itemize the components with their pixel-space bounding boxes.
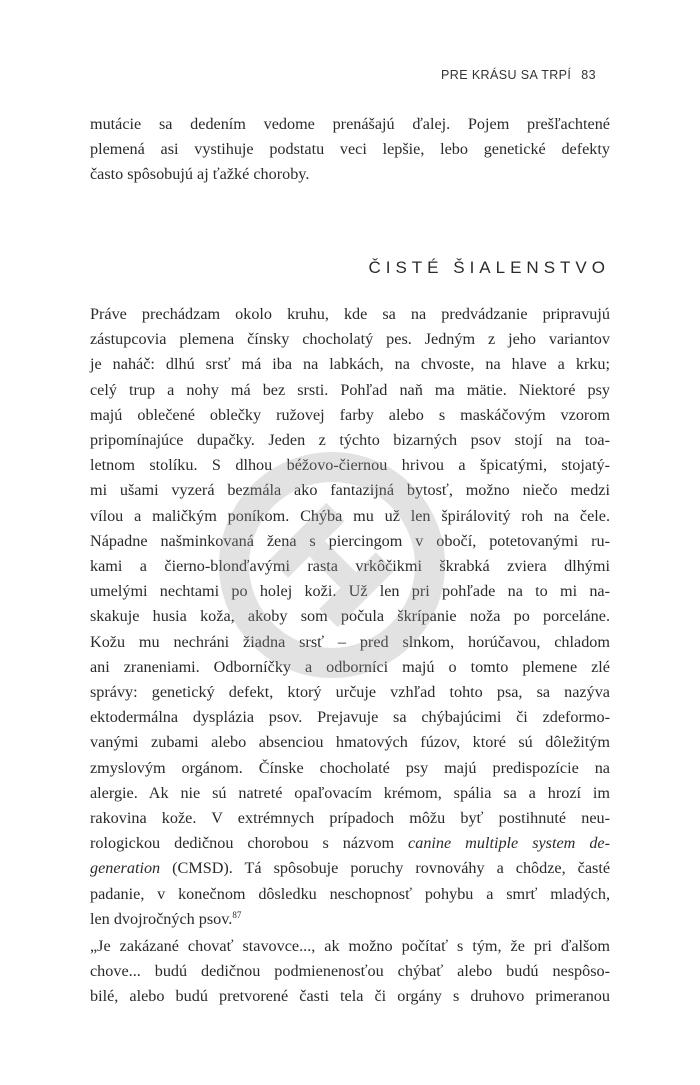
- text-line: skakuje husia koža, akoby som počula škrípanie noža po porceláne.: [90, 607, 610, 626]
- page-number: 83: [581, 68, 596, 82]
- text-line: bilé, alebo budú pretvorené časti tela či orgány s druhovo primeranou: [90, 987, 610, 1006]
- text-line-rest: (CMSD). Tá spôsobuje poruchy rovnováhy a chôdze, časté: [160, 859, 610, 878]
- text-line: alergie. Ak nie sú natreté opaľovacím krémom, spália sa a hrozí im: [90, 783, 610, 802]
- italic-term: generation: [90, 859, 161, 878]
- text-line: „Je zakázané chovať stavovce..., ak možno počítať s tým, že pri ďalšom: [90, 937, 610, 955]
- text-line: Nápadne našminkovaná žena s piercingom v obočí, potetovanými ru-: [90, 531, 610, 550]
- text-line: chove... budú dedičnou podmienenosťou chýbať alebo budú nespôso-: [90, 962, 610, 981]
- italic-term: canine multiple system de-: [408, 834, 611, 853]
- text-line: vílou a maličkým poníkom. Chýba mu už len špirálovitý roh na čele.: [90, 506, 610, 525]
- text-line: mutácie sa dedením vedome prenášajú ďalej. Pojem prešľachtené: [90, 115, 610, 133]
- text-line-end: len dvojročných psov.: [90, 909, 233, 928]
- text-line: Práve prechádzam okolo kruhu, kde sa na predvádzanie pripravujú: [90, 305, 610, 323]
- text-line: ektodermálna dysplázia psov. Prejavuje sa chýbajúcimi či zdeformo-: [90, 708, 610, 727]
- text-line: často spôsobujú aj ťažké choroby.: [90, 165, 310, 184]
- text-line: zástupcovia plemena čínsky chocholatý pes. Jedným z jeho variantov: [90, 330, 610, 349]
- footnote-ref[interactable]: 87: [232, 909, 242, 920]
- running-title: PRE KRÁSU SA TRPÍ: [441, 68, 572, 82]
- main-paragraph: [90, 302, 610, 932]
- text-line: mi ušami vyzerá bezmála ako fantazijná bytosť, možno niečo medzi: [90, 481, 610, 500]
- text-line: majú oblečené oblečky ružovej farby alebo s maskáčovým vzorom: [90, 405, 610, 424]
- text-line: kami a čierno-blonďavými rasta vrkôčikmi škrabká zviera dlhými: [90, 557, 610, 576]
- text-line: je naháč: dlhú srsť má iba na labkách, na chvoste, na hlave a krku;: [90, 355, 610, 374]
- quote-paragraph: [90, 934, 610, 1010]
- text-line: Kožu mu nechráni žiadna srsť – pred slnkom, horúčavou, chladom: [90, 632, 610, 651]
- text-line-start: rologickou dedičnou chorobou s názvom: [90, 834, 395, 853]
- text-line: celý trup a nohy má bez srsti. Pohľad naň ma mätie. Niektoré psy: [90, 380, 610, 399]
- text-line: vanými zubami alebo absenciou hmatových fúzov, ktoré sú dôležitým: [90, 733, 610, 752]
- running-head: [441, 68, 596, 82]
- text-line: letnom stolíku. S dlhou béžovo-čiernou hrivou a špicatými, stojatý-: [90, 456, 610, 475]
- text-line: plemená asi vystihuje podstatu veci lepšie, lebo genetické defekty: [90, 140, 610, 159]
- text-line: rakovina kože. V extrémnych prípadoch môžu byť postihnuté neu-: [90, 809, 610, 828]
- text-line: [90, 856, 610, 881]
- text-line: [90, 831, 610, 856]
- text-line: zmyslovým orgánom. Čínske chocholaté psy majú predispozície na: [90, 758, 610, 777]
- text-line: správy: genetický defekt, ktorý určuje vzhľad tohto psa, sa nazýva: [90, 683, 610, 702]
- text-line: ani zraneniami. Odborníčky a odborníci majú o tomto plemene zlé: [90, 657, 610, 676]
- text-line: padanie, v konečnom dôsledku neschopnosť pohybu a smrť mladých,: [90, 884, 610, 903]
- section-heading: ČISTÉ ŠIALENSTVO: [368, 258, 610, 277]
- text-line: umelými nechtami po holej koži. Už len pri pohľade na to mi na-: [90, 582, 610, 601]
- text-line: pripomínajúce dupačky. Jeden z týchto bizarných psov stojí na toa-: [90, 431, 610, 450]
- text-line: [90, 907, 610, 932]
- intro-paragraph: [90, 112, 610, 188]
